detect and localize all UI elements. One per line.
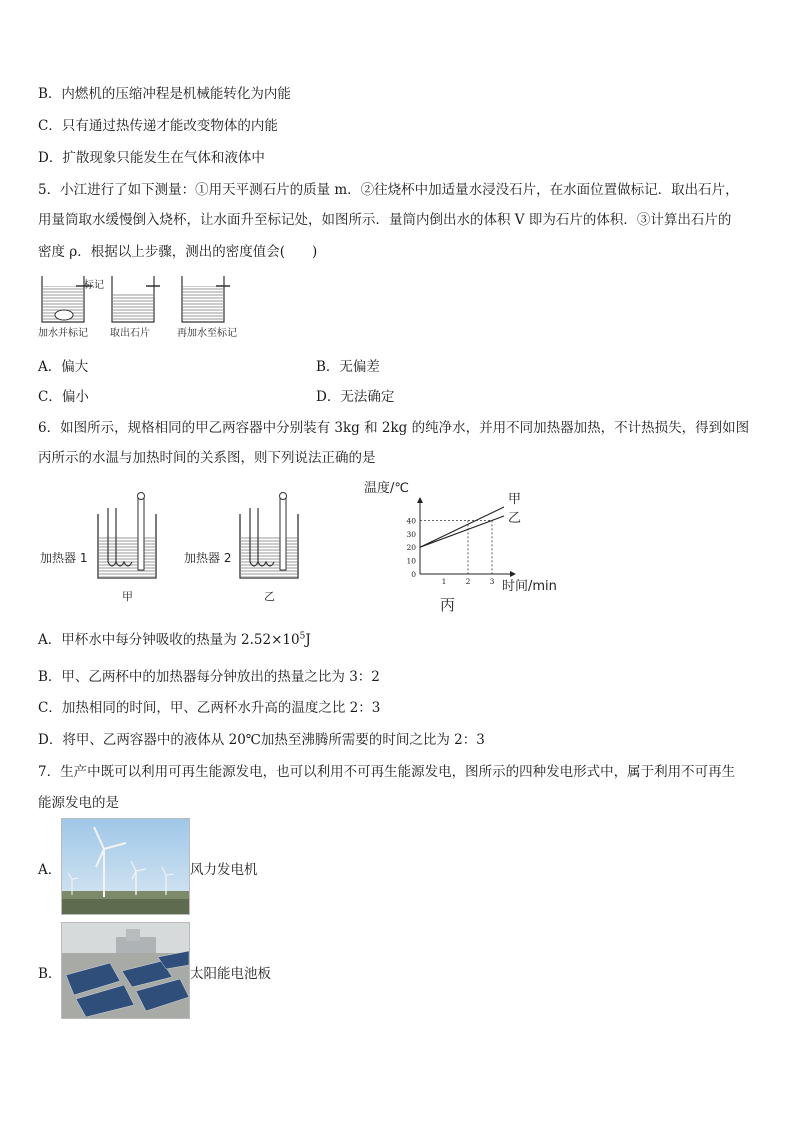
chart-x-axis-label: 时间/min xyxy=(502,579,557,594)
q5-option-c: C．偏小 xyxy=(38,389,89,405)
caption-jia: 甲 xyxy=(122,590,133,603)
q5-beakers-figure xyxy=(36,270,256,342)
q5-option-b: B．无偏差 xyxy=(316,359,380,375)
beaker-jia xyxy=(98,493,156,579)
series-label-yi: 乙 xyxy=(508,510,522,526)
caption-beaker-2: 取出石片 xyxy=(110,328,150,339)
heater-2-label: 加热器 2 xyxy=(184,551,232,565)
caption-beaker-1: 加水并标记 xyxy=(38,328,88,339)
q4-option-d: D．扩散现象只能发生在气体和液体中 xyxy=(38,150,265,166)
heater-1-label: 加热器 1 xyxy=(40,551,88,565)
q5-stem-line3: 密度 ρ．根据以上步骤，测出的密度值会( ) xyxy=(38,244,318,260)
beaker-3 xyxy=(182,276,230,322)
q6-stem-line2: 丙所示的水温与加热时间的关系图，则下列说法正确的是 xyxy=(38,450,376,466)
x-tick-label: 3 xyxy=(489,577,495,586)
q6-stem-line1: 6．如图所示，规格相同的甲乙两容器中分别装有 3kg 和 2kg 的纯净水，并用不同加热器加热，不计热损失，得到如图 xyxy=(38,420,750,436)
y-tick-label: 10 xyxy=(406,556,416,566)
q7-stem-line1: 7．生产中既可以利用可再生能源发电，也可以利用不可再生能源发电，图所示的四种发电形式中，属于利用不可再生 xyxy=(38,764,736,780)
wind-turbine-image xyxy=(61,818,190,915)
beaker-2 xyxy=(112,276,160,322)
y-tick-label: 30 xyxy=(406,529,416,539)
q5-option-a: A．偏大 xyxy=(38,359,89,375)
beaker-yi xyxy=(240,493,298,579)
q6-option-b: B．甲、乙两杯中的加热器每分钟放出的热量之比为 3：2 xyxy=(38,669,380,685)
caption-yi: 乙 xyxy=(264,590,275,603)
caption-beaker-3: 再加水至标记 xyxy=(177,328,237,339)
mark-label: 标记 xyxy=(84,280,104,291)
y-tick-label: 40 xyxy=(406,516,416,526)
stone-shape xyxy=(55,310,73,320)
q7-option-b-letter: B． xyxy=(38,966,62,982)
q4-option-b: B．内燃机的压缩冲程是机械能转化为内能 xyxy=(38,86,291,102)
q7-option-a-text: 风力发电机 xyxy=(190,862,258,878)
q6-option-a-text: A．甲杯水中每分钟吸收的热量为 2.52×10 xyxy=(38,632,300,648)
series-label-jia: 甲 xyxy=(508,492,522,507)
x-axis-arrow xyxy=(510,571,516,577)
q6-option-a-exponent: 5 xyxy=(299,631,306,642)
chart-y-axis-label: 温度/℃ xyxy=(364,481,409,496)
q6-heater-figure xyxy=(38,486,318,608)
q7-option-b-text: 太阳能电池板 xyxy=(190,966,271,982)
q4-option-c: C．只有通过热传递才能改变物体的内能 xyxy=(38,118,278,134)
series-line-jia xyxy=(420,507,504,547)
y-axis-arrow xyxy=(417,497,423,503)
q6-option-a xyxy=(38,628,311,648)
q7-stem-line2: 能源发电的是 xyxy=(38,795,119,811)
solar-panel-image xyxy=(61,922,190,1019)
q5-option-d: D．无法确定 xyxy=(316,389,395,405)
q6-option-d: D．将甲、乙两容器中的液体从 20℃加热至沸腾所需要的时间之比为 2：3 xyxy=(38,732,485,748)
y-tick-label: 20 xyxy=(406,543,416,553)
q6-option-c: C．加热相同的时间，甲、乙两杯水升高的温度之比 2：3 xyxy=(38,700,381,716)
x-tick-label: 2 xyxy=(465,577,471,586)
q6-temperature-chart xyxy=(360,476,570,616)
y-tick-label: 0 xyxy=(411,570,416,579)
x-tick-label: 1 xyxy=(441,577,447,586)
chart-caption: 丙 xyxy=(440,596,456,614)
q6-option-a-unit: J xyxy=(305,632,311,648)
q5-stem-line1: 5．小江进行了如下测量：①用天平测石片的质量 m．②往烧杯中加适量水浸没石片，在水面位置做标记．取出石片， xyxy=(38,182,739,198)
q5-stem-line2: 用量筒取水缓慢倒入烧杯，让水面升至标记处，如图所示．量筒内倒出水的体积 V 即为石片的体积．③计算出石片的 xyxy=(38,212,732,228)
q7-option-a-letter: A． xyxy=(38,862,62,878)
